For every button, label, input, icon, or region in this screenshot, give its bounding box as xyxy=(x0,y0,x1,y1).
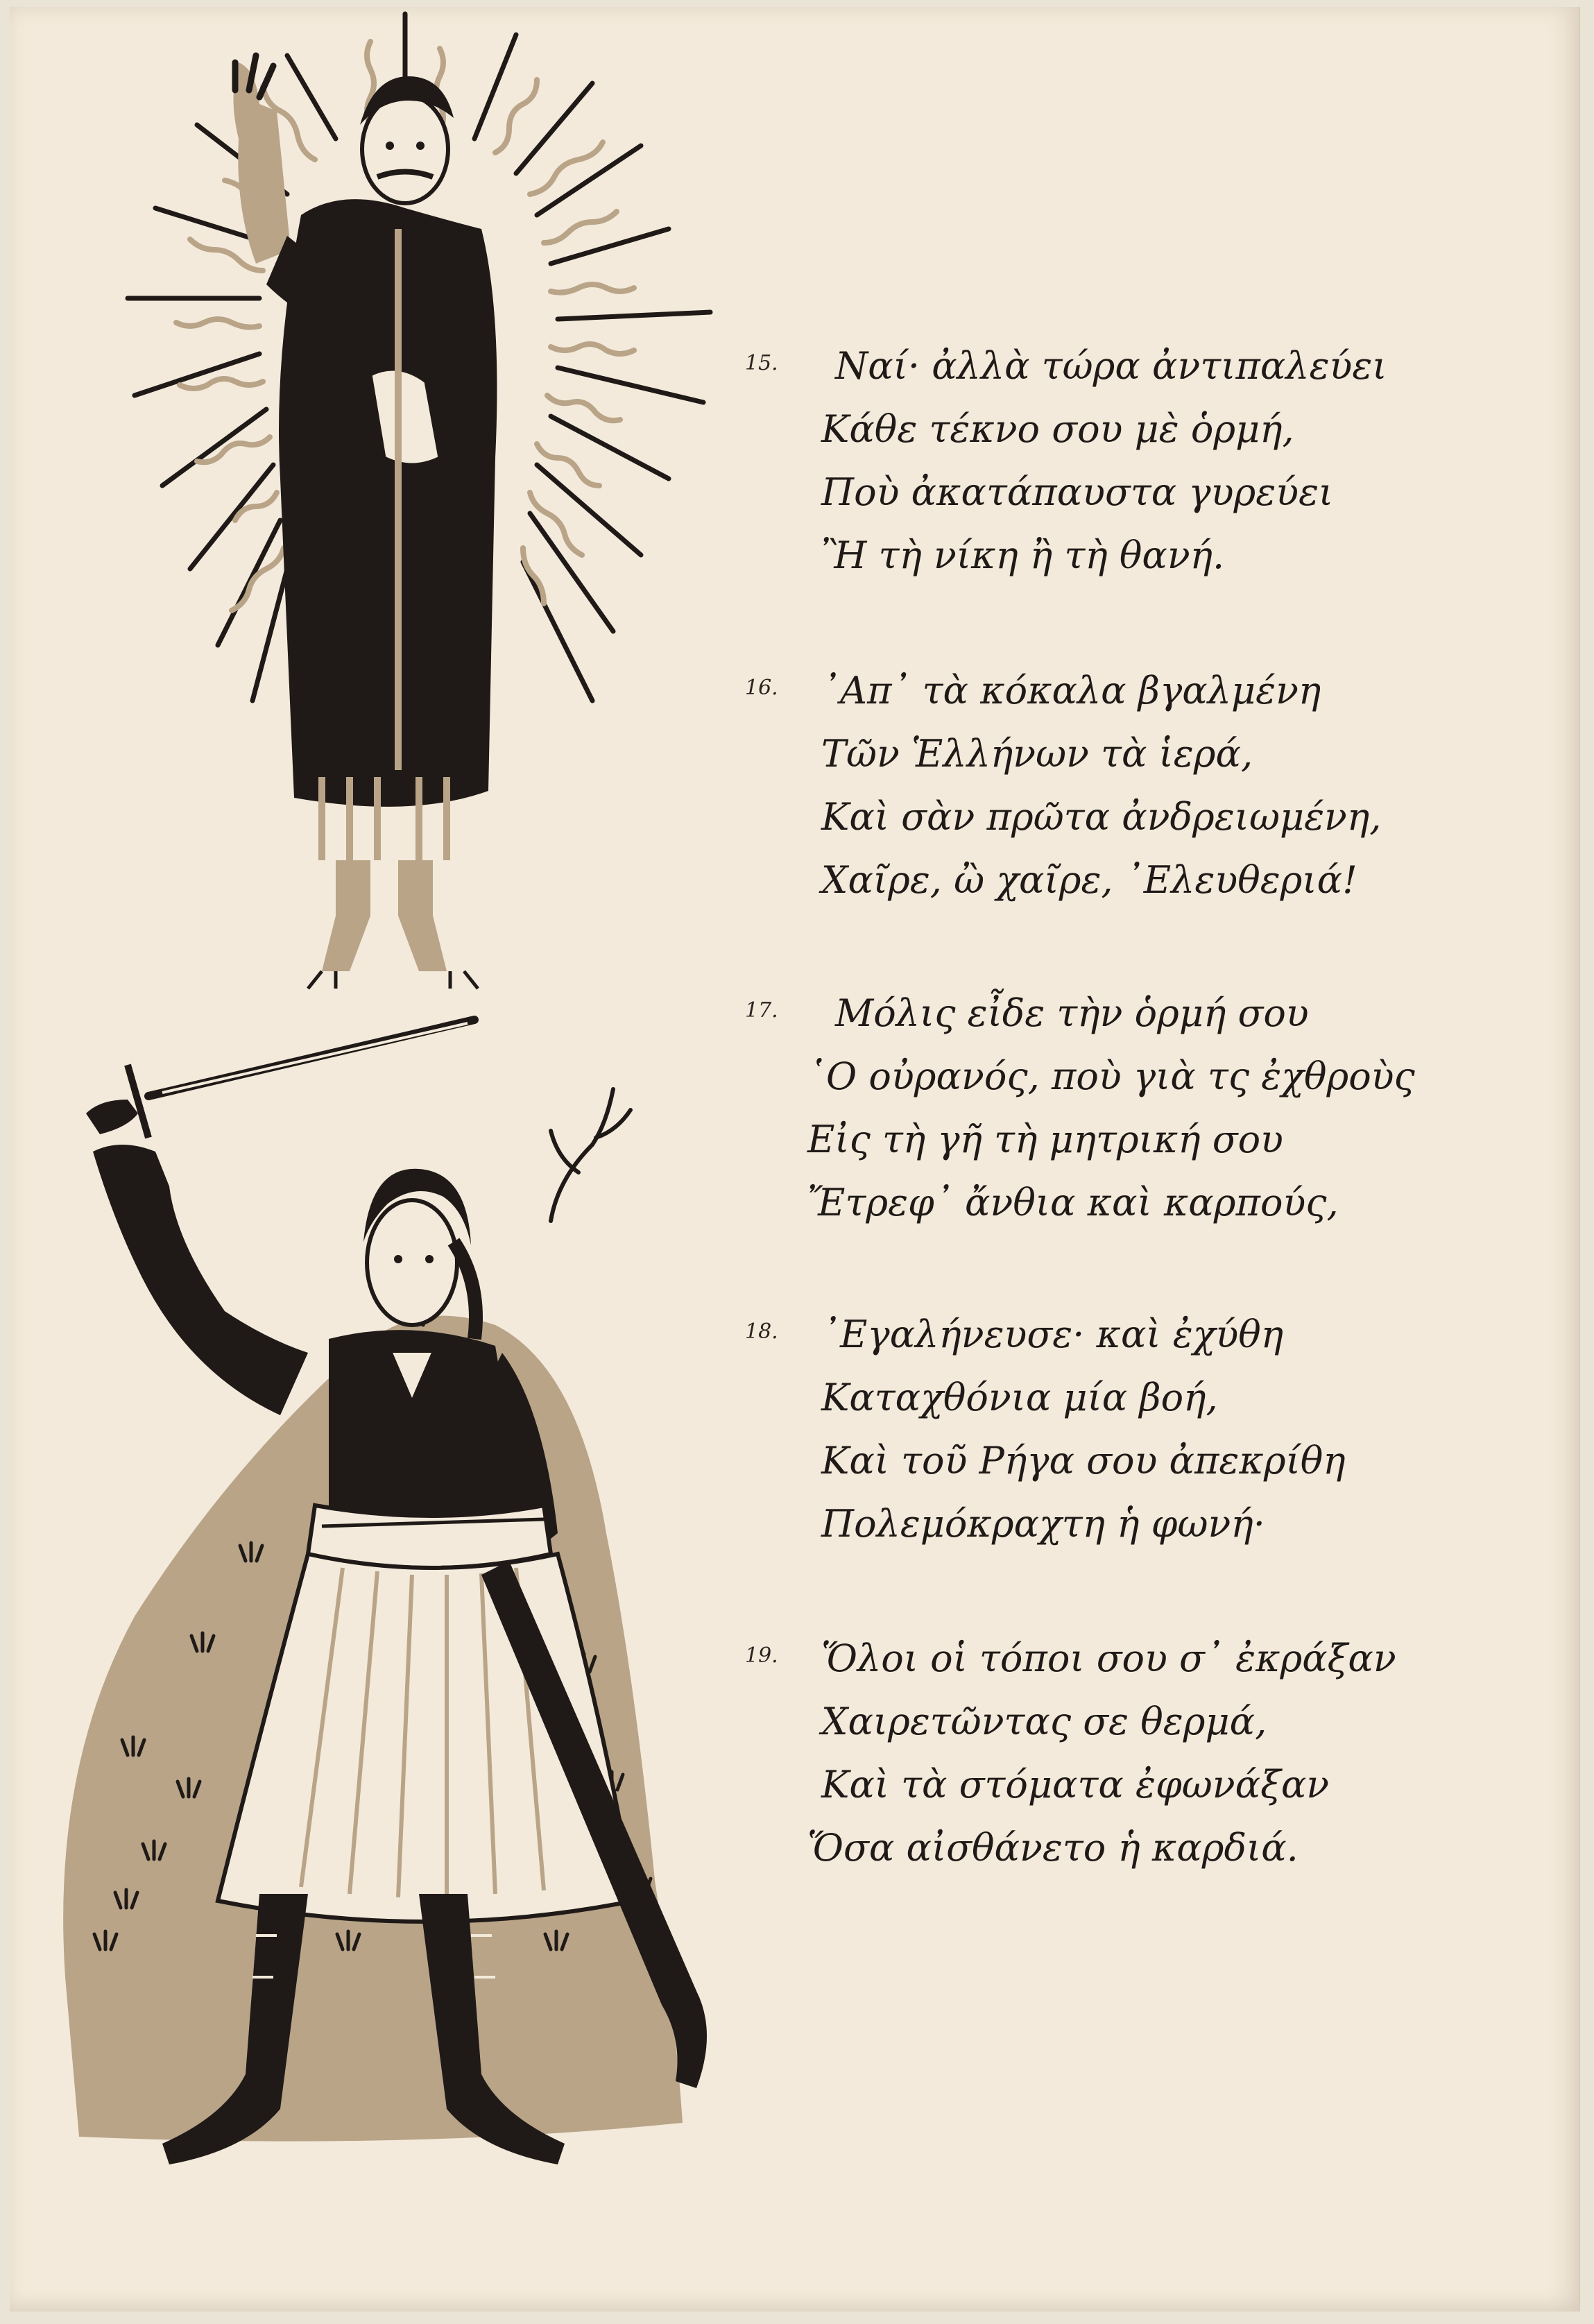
verse-line: Ναί· ἀλλὰ τώρα ἀντιπαλεύει xyxy=(835,344,1387,388)
verse-line: Χαῖρε, ὢ χαῖρε, ᾿Ελευθεριά! xyxy=(821,858,1357,902)
stanza-number: 15. xyxy=(745,351,778,375)
warrior-with-sword-icon xyxy=(24,992,814,2296)
stanza-18 xyxy=(745,1303,1346,1555)
haloed-figure-icon xyxy=(114,7,738,992)
verse-line: Ὅλοι οἱ τόποι σου σ᾿ ἐκράξαν xyxy=(821,1637,1396,1680)
book-page xyxy=(10,7,1580,2312)
verse-line: Πολεμόκραχτη ἡ φωνή· xyxy=(821,1502,1265,1546)
verse-line: Ποὺ ἀκατάπαυστα γυρεύει xyxy=(821,470,1334,514)
stanza-number: 17. xyxy=(745,998,778,1023)
verse-line: Εἰς τὴ γῆ τὴ μητρική σου xyxy=(807,1118,1283,1161)
verse-line: Καὶ τὰ στόματα ἐφωνάξαν xyxy=(821,1763,1330,1806)
verse-line: Καταχθόνια μία βοή, xyxy=(821,1376,1218,1419)
verse-line: Ἢ τὴ νίκη ἢ τὴ θανή. xyxy=(821,533,1225,577)
verse-line: ᾿Απ᾿ τὰ κόκαλα βγαλμένη xyxy=(821,669,1321,712)
evzone-warrior-illustration xyxy=(24,992,814,2296)
stanza-16 xyxy=(745,659,1381,912)
stanza-19 xyxy=(745,1627,1396,1879)
verse-line: ῾Ο οὐρανός, ποὺ γιὰ τς ἐχθροὺς xyxy=(807,1054,1415,1098)
saint-figure-illustration xyxy=(114,7,738,992)
verse-line: Τῶν Ἑλλήνων τὰ ἱερά, xyxy=(821,732,1253,776)
verse-line: Κάθε τέκνο σου μὲ ὁρμή, xyxy=(821,407,1294,451)
stanza-number: 18. xyxy=(745,1319,778,1344)
stanza-17 xyxy=(745,982,1415,1234)
verse-line: ᾿Εγαλήνευσε· καὶ ἐχύθη xyxy=(821,1313,1284,1356)
verse-line: Μόλις εἶδε τὴν ὁρμή σου xyxy=(835,991,1309,1035)
stanza-number: 19. xyxy=(745,1643,778,1668)
verse-line: Καὶ σὰν πρῶτα ἀνδρειωμένη, xyxy=(821,795,1382,839)
verse-line: Ὅσα αἰσθάνετο ἡ καρδιά. xyxy=(807,1826,1299,1870)
stanza-15 xyxy=(745,334,1387,587)
verse-line: Καὶ τοῦ Ρήγα σου ἀπεκρίθη xyxy=(821,1439,1346,1483)
verse-line: Χαιρετῶντας σε θερμά, xyxy=(821,1700,1267,1743)
stanza-number: 16. xyxy=(745,676,778,700)
verse-line: Ἔτρεφ᾿ ἄνθια καὶ καρπούς, xyxy=(807,1181,1339,1224)
